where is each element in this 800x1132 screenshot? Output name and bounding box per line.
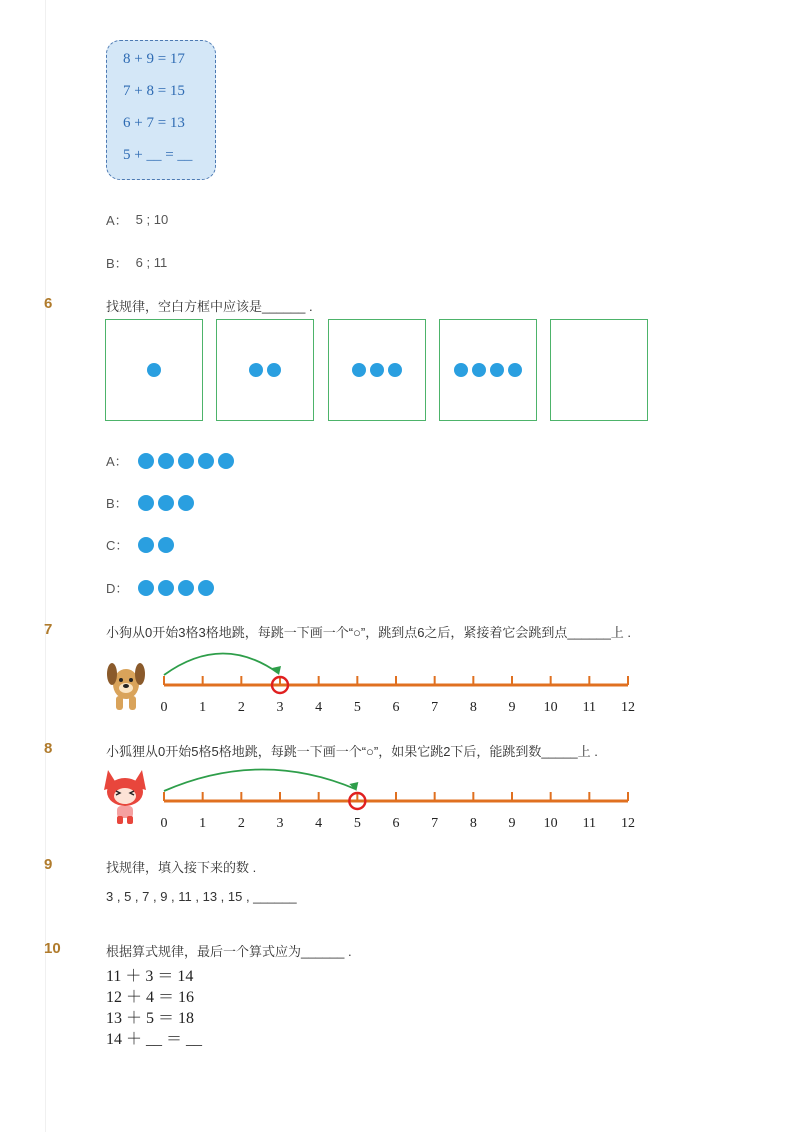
tick-label: 0 <box>160 700 168 715</box>
question-text: 小狐狸从0开始5格5格地跳，每跳一下画一个“○”，如果它跳2下后，能跳到数_____上 . <box>106 744 598 759</box>
hint-line: 5 + __ = __ <box>123 147 193 163</box>
tick-label: 2 <box>237 816 245 831</box>
tick-label: 3 <box>276 700 284 715</box>
option-label: D： <box>106 581 129 596</box>
tick-label: 5 <box>353 816 361 831</box>
tick-label: 4 <box>315 700 323 715</box>
hint-line: 7 + 8 = 15 <box>123 83 185 99</box>
sequence-text: 3 , 5 , 7 , 9 , 11 , 13 , 15 , ______ <box>106 889 297 904</box>
dot <box>138 453 154 469</box>
q6-option-d[interactable] <box>106 578 214 597</box>
pattern-box <box>105 319 203 421</box>
q6-option-a[interactable] <box>106 451 234 470</box>
tick-label: 1 <box>199 816 207 831</box>
tick-label: 1 <box>199 700 207 715</box>
tick-label: 6 <box>392 700 400 715</box>
jump-arrow <box>164 653 278 675</box>
tick-label: 8 <box>469 816 477 831</box>
hint-line: 8 + 9 = 17 <box>123 51 185 67</box>
question-text: 找规律，填入接下来的数 . <box>106 860 257 875</box>
dot <box>249 363 263 377</box>
equation-line: 14 ＋ __ ＝ __ <box>106 1031 203 1048</box>
tick-label: 0 <box>160 816 168 831</box>
tick-label: 4 <box>315 816 323 831</box>
dot <box>147 363 161 377</box>
pattern-box <box>216 319 314 421</box>
option-dots <box>138 453 234 469</box>
tick-label: 5 <box>353 700 361 715</box>
dot <box>388 363 402 377</box>
option-label: C： <box>106 538 129 553</box>
question-number: 6 <box>44 295 53 312</box>
number-line-q8 <box>98 760 658 836</box>
dot <box>178 453 194 469</box>
dot <box>198 453 214 469</box>
q5-option-a[interactable] <box>106 210 168 229</box>
option-dots <box>138 495 194 511</box>
equation-line: 11 ＋ 3 ＝ 14 <box>106 968 194 985</box>
dot <box>158 495 174 511</box>
dot <box>158 537 174 553</box>
pattern-box <box>439 319 537 421</box>
tick-label: 2 <box>237 700 245 715</box>
fox-icon <box>104 770 146 824</box>
question-number: 10 <box>44 940 61 957</box>
question-text: 小狗从0开始3格3格地跳，每跳一下画一个“○”，跳到点6之后，紧接着它会跳到点______上 . <box>106 625 632 640</box>
tick-label: 7 <box>431 700 439 715</box>
option-dots <box>138 537 174 553</box>
pattern-box-empty <box>550 319 648 421</box>
page-margin-line <box>45 0 46 1132</box>
tick-label: 10 <box>543 816 558 831</box>
option-label: B： <box>106 256 128 271</box>
option-label: B： <box>106 496 128 511</box>
dot <box>138 580 154 596</box>
tick-label: 12 <box>621 700 635 715</box>
option-label: A： <box>106 454 128 469</box>
dot <box>158 580 174 596</box>
option-text: 6 ; 11 <box>135 255 168 270</box>
dot <box>178 580 194 596</box>
hint-line: 6 + 7 = 13 <box>123 115 185 131</box>
tick-label: 10 <box>543 700 558 715</box>
tick-label: 11 <box>582 816 597 831</box>
q5-option-b[interactable] <box>106 253 167 272</box>
question-text: 找规律，空白方框中应该是______ . <box>106 299 313 314</box>
dot <box>370 363 384 377</box>
tick-label: 8 <box>469 700 477 715</box>
equation-line: 12 ＋ 4 ＝ 16 <box>106 989 195 1006</box>
number-line-q7 <box>98 644 658 720</box>
option-text: 5 ; 10 <box>135 212 169 227</box>
tick-label: 3 <box>276 816 284 831</box>
tick-label: 6 <box>392 816 400 831</box>
dot <box>138 495 154 511</box>
dot <box>267 363 281 377</box>
dot <box>508 363 522 377</box>
dot <box>158 453 174 469</box>
dot <box>490 363 504 377</box>
tick-label: 9 <box>508 700 516 715</box>
tick-label: 9 <box>508 816 516 831</box>
tick-label: 7 <box>431 816 439 831</box>
question-text: 根据算式规律，最后一个算式应为______ . <box>106 944 352 959</box>
equation-line: 13 ＋ 5 ＝ 18 <box>106 1010 195 1027</box>
dot <box>198 580 214 596</box>
q6-option-c[interactable] <box>106 535 174 554</box>
pattern-box <box>328 319 426 421</box>
dot <box>218 453 234 469</box>
jump-arrow <box>164 769 355 791</box>
dot <box>472 363 486 377</box>
hint-box <box>106 40 216 180</box>
dot <box>138 537 154 553</box>
dot <box>178 495 194 511</box>
tick-label: 11 <box>582 700 597 715</box>
question-number: 7 <box>44 621 53 638</box>
tick-label: 12 <box>621 816 635 831</box>
dot <box>352 363 366 377</box>
question-number: 9 <box>44 856 53 873</box>
dot <box>454 363 468 377</box>
q6-option-b[interactable] <box>106 493 194 512</box>
dog-icon <box>107 663 145 710</box>
option-label: A： <box>106 213 128 228</box>
option-dots <box>138 580 214 596</box>
question-number: 8 <box>44 740 53 757</box>
